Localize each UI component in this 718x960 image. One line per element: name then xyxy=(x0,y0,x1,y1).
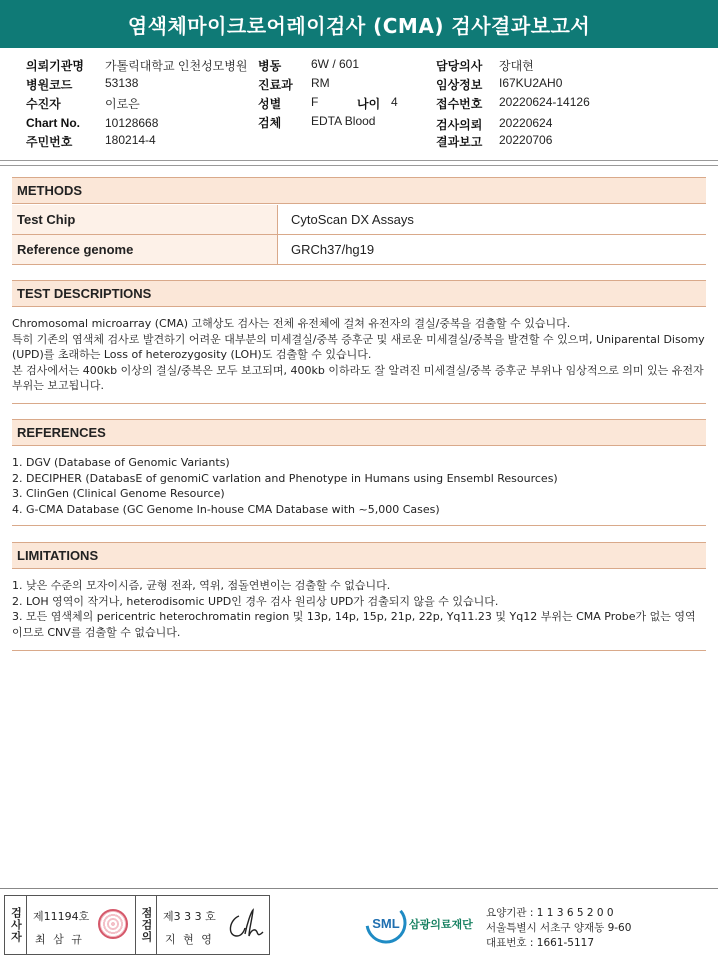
limitation-item: 2. LOH 영역이 작거나, heterodisomic UPD인 경우 검사 원리상 UPD가 검출되지 않을 수 있습니다. xyxy=(12,594,499,608)
section-divider xyxy=(12,650,706,651)
report-title: 염색체마이크로어레이검사 (CMA) 검사결과보고서 xyxy=(0,0,718,48)
reviewer-signature xyxy=(225,906,265,944)
reviewer-name: 지 현 영 xyxy=(165,933,214,946)
resident-no-label: 주민번호 xyxy=(26,135,73,149)
limitation-item: 1. 낮은 수준의 모자이시즘, 균형 전좌, 역위, 점돌연변이는 검출할 수 없습니다. xyxy=(12,579,391,592)
references-heading: REFERENCES xyxy=(12,419,706,446)
description-line: Chromosomal microarray (CMA) 고해상도 검사는 전체 유전체에 걸쳐 유전자의 결실/중복을 검출할 수 있습니다. xyxy=(12,317,571,330)
section-divider xyxy=(12,403,706,404)
sml-logo-icon xyxy=(365,902,407,944)
chart-no-label: Chart No. xyxy=(26,116,80,130)
ward-value: 6W / 601 xyxy=(311,57,360,71)
subject-label: 수진자 xyxy=(26,97,61,111)
reviewer-license: 제3 3 3 호 xyxy=(163,910,216,923)
sex-value: F xyxy=(311,95,319,109)
signature-box xyxy=(4,895,270,955)
limitation-item: 3. 모든 염색체의 pericentric heterochromatin region 및 13p, 14p, 15p, 21p, 22p, Yq11.23 및 Yq12 부위는 CMA Probe가 없는 영역이므로 CNV를 검출할 수 없습니다. xyxy=(12,610,696,639)
institution-label: 의뢰기관명 xyxy=(26,59,84,73)
description-line: 특히 기존의 염색체 검사로 발견하기 어려운 대부분의 미세결실/중복 증후군 및 새로운 미세결실/중복을 발견할 수 있으며, Uniparental Disomy (UPD)를 초래하는 Loss of heterozygosity (LOH)도 검출할 수 있습니다. xyxy=(12,332,705,361)
hospital-code-label: 병원코드 xyxy=(26,78,73,92)
methods-row xyxy=(12,235,706,265)
organization-address: 서울특별시 서초구 양재동 9-60 xyxy=(486,922,632,934)
age-value: 4 xyxy=(391,95,398,109)
reference-item: 2. DECIPHER (DatabasE of genomiC varIation and Phenotype in Humans using Ensembl Resources) xyxy=(12,471,558,485)
physician-label: 담당의사 xyxy=(436,59,483,73)
limitations-heading: LIMITATIONS xyxy=(12,542,706,569)
reviewer-label: 점검의 xyxy=(135,896,157,954)
methods-value: GRCh37/hg19 xyxy=(291,242,375,257)
methods-row xyxy=(12,205,706,235)
specimen-label: 검체 xyxy=(258,116,282,130)
limitations-body xyxy=(12,578,706,640)
report-footer xyxy=(0,888,718,960)
department-value: RM xyxy=(311,76,330,90)
request-date-value: 20220624 xyxy=(499,116,553,130)
clinical-info-label: 임상정보 xyxy=(436,78,483,92)
description-line: 본 검사에서는 400kb 이상의 결실/중복은 모두 보고되며, 400kb 이하라도 잘 알려진 미세결실/중복 증후군 부위나 임상적으로 의미 있는 유전자 부위는 보고됩니다. xyxy=(12,363,704,392)
methods-table xyxy=(12,205,706,265)
reference-item: 1. DGV (Database of Genomic Variants) xyxy=(12,456,230,469)
institution-value: 가톨릭대학교 인천성모병원 xyxy=(105,59,248,73)
department-label: 진료과 xyxy=(258,78,293,92)
sex-label: 성별 xyxy=(258,97,282,111)
references-body xyxy=(12,455,706,517)
methods-value: CytoScan DX Assays xyxy=(291,212,414,227)
subject-value: 이로은 xyxy=(105,97,140,111)
methods-key: Test Chip xyxy=(12,205,278,234)
reference-item: 3. ClinGen (Clinical Genome Resource) xyxy=(12,487,225,500)
methods-key: Reference genome xyxy=(12,235,278,264)
organization-name: 삼광의료재단 xyxy=(409,918,473,931)
examiner-license: 제11194호 xyxy=(33,910,90,923)
descriptions-heading: TEST DESCRIPTIONS xyxy=(12,280,706,307)
age-label: 나이 xyxy=(357,97,381,111)
ward-label: 병동 xyxy=(258,59,282,73)
hospital-code-value: 53138 xyxy=(105,76,139,90)
resident-no-value: 180214-4 xyxy=(105,133,156,147)
reference-item: 4. G-CMA Database (GC Genome In-house CMA Database with ~5,000 Cases) xyxy=(12,502,440,516)
accession-no-label: 접수번호 xyxy=(436,97,483,111)
examiner-name: 최 삼 규 xyxy=(35,933,84,946)
methods-heading: METHODS xyxy=(12,177,706,204)
organization-phone: 대표번호 : 1661-5117 xyxy=(486,937,595,949)
chart-no-value: 10128668 xyxy=(105,116,159,130)
accession-no-value: 20220624-14126 xyxy=(499,95,590,109)
descriptions-body xyxy=(12,316,706,394)
report-date-value: 20220706 xyxy=(499,133,553,147)
svg-text:SML: SML xyxy=(372,916,400,931)
institution-number: 요양기관 : 1 1 3 6 5 2 0 0 xyxy=(486,907,614,919)
header-divider xyxy=(0,160,718,166)
specimen-value: EDTA Blood xyxy=(311,114,376,128)
request-date-label: 검사의뢰 xyxy=(436,118,483,132)
section-divider xyxy=(12,525,706,526)
examiner-label: 검사자 xyxy=(5,896,27,954)
report-date-label: 결과보고 xyxy=(436,135,483,149)
patient-info xyxy=(0,56,718,152)
physician-value: 장대현 xyxy=(499,59,534,73)
clinical-info-value: I67KU2AH0 xyxy=(499,76,563,90)
examiner-seal xyxy=(98,909,128,939)
